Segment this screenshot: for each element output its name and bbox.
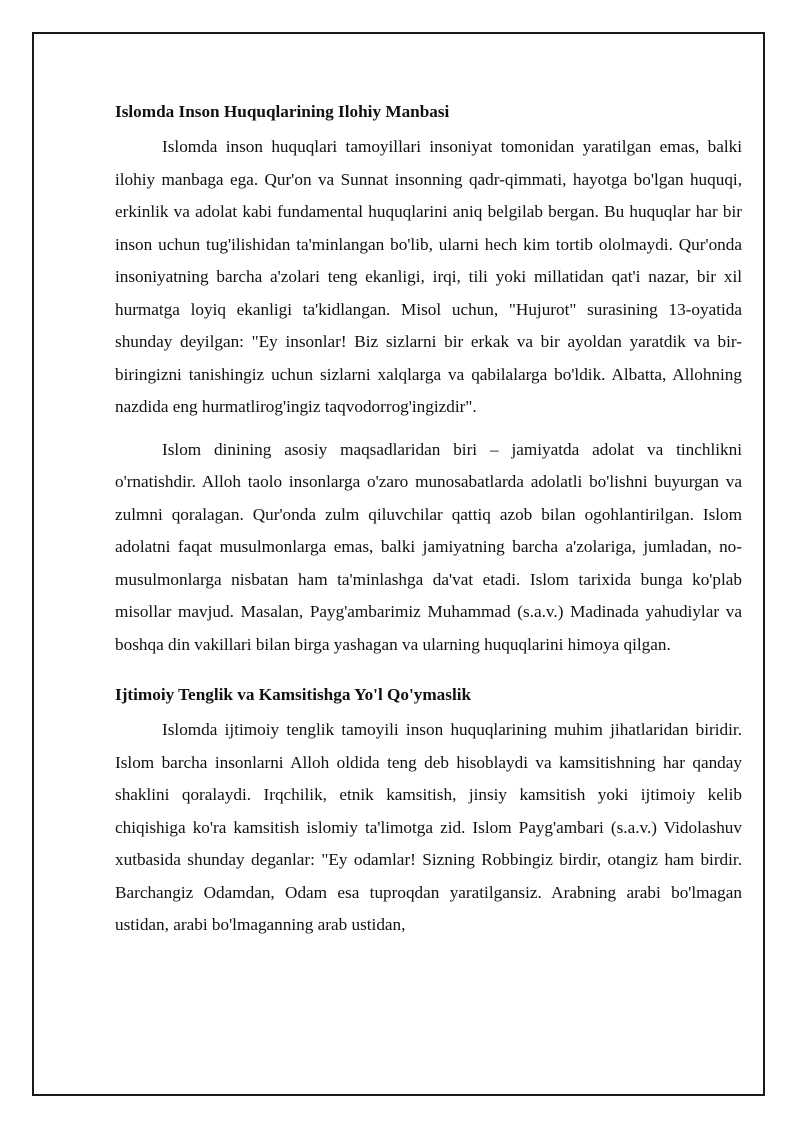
document-body xyxy=(115,98,742,952)
section-heading: Ijtimoiy Tenglik va Kamsitishga Yo'l Qo'ymaslik xyxy=(115,685,472,704)
paragraph: Islomda inson huquqlari tamoyillari insoniyat tomonidan yaratilgan emas, balki ilohiy manbaga ega. Qur'on va Sunnat insonning qadr-qimmati, hayotga bo'lgan huquqi, erkinlik va adolat kabi fundamental huquqlarini aniq belgilab bergan. Bu huquqlar har bir inson uchun tug'ilishidan ta'minlangan bo'lib, ularni hech kim tortib ololmaydi. Qur'onda insoniyatning barcha a'zolari teng ekanligi, irqi, tili yoki millatidan qat'i nazar, bir xil hurmatga loyiq ekanligi ta'kidlangan. Misol uchun, "Hujurot" surasining 13-oyatida shunday deyilgan: "Ey insonlar! Biz sizlarni bir erkak va bir ayoldan yaratdik va bir-biringizni tanishingiz uchun sizlarni xalqlarga va qabilalarga bo'ldik. Albatta, Allohning nazdida eng hurmatlirog'ingiz taqvodorrog'ingizdir". xyxy=(115,137,742,416)
section-heading: Islomda Inson Huquqlarining Ilohiy Manbasi xyxy=(115,102,450,121)
paragraph: Islom dinining asosiy maqsadlaridan biri – jamiyatda adolat va tinchlikni o'rnatishdir. Alloh taolo insonlarga o'zaro munosabatlarda adolatli bo'lishni buyurgan va zulmni qoralagan. Qur'onda zulm qiluvchilar qattiq azob bilan ogohlantirilgan. Islom adolatni faqat musulmonlarga emas, balki jamiyatning barcha a'zolariga, jumladan, no-musulmonlarga nisbatan ham ta'minlashga da'vat etadi. Islom tarixida bunga ko'plab misollar mavjud. Masalan, Payg'ambarimiz Muhammad (s.a.v.) Madinada yahudiylar va boshqa din vakillari bilan birga yashagan va ularning huquqlarini himoya qilgan. xyxy=(115,439,742,654)
paragraph: Islomda ijtimoiy tenglik tamoyili inson huquqlarining muhim jihatlaridan biridir. Islom barcha insonlarni Alloh oldida teng deb hisoblaydi va kamsitishning har qanday shaklini qoralaydi. Irqchilik, etnik kamsitish, jinsiy kamsitish yoki ijtimoiy kelib chiqishiga ko'ra kamsitish islomiy ta'limotga zid. Islom Payg'ambari (s.a.v.) Vidolashuv xutbasida shunday deganlar: "Ey odamlar! Sizning Robbingiz birdir, otangiz ham birdir. Barchangiz Odamdan, Odam esa tuproqdan yaratilgansiz. Arabning arabi bo'lmagan ustidan, arabi bo'lmaganning arab ustidan, xyxy=(115,720,742,934)
